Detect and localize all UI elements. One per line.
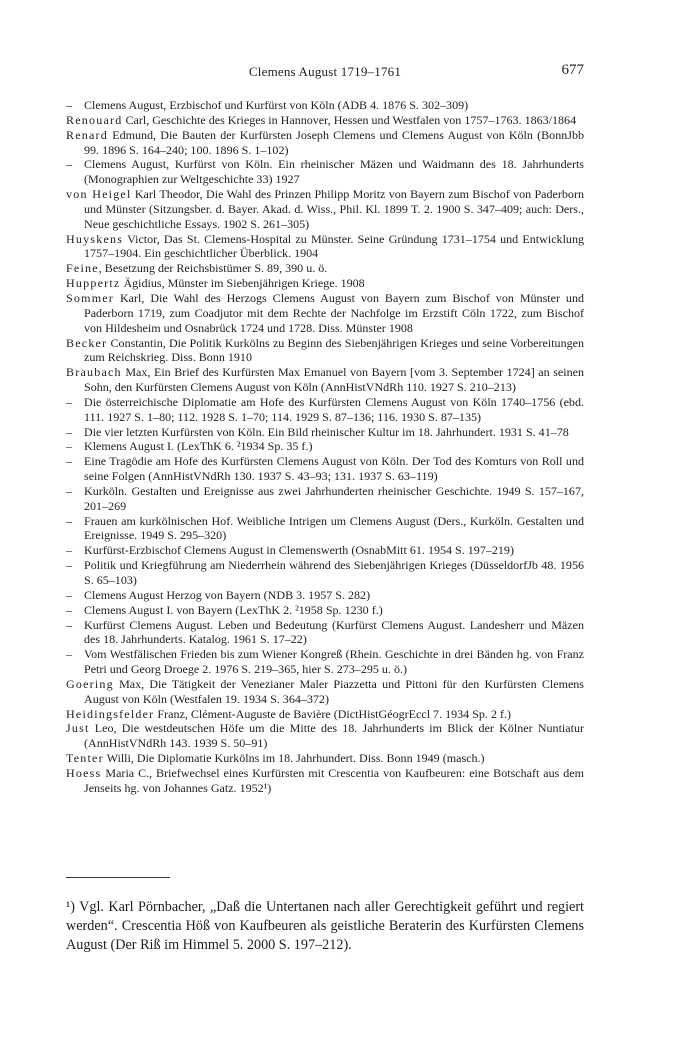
bibliography-entry (66, 276, 584, 291)
ditto-dash: – (66, 439, 73, 454)
entry-text: Leo, Die westdeutschen Höfe um die Mitte des 18. Jahrhunderts im Blick der Kölner Nuntiatur (AnnHistVNdRh 143. 1939 S. 50–91) (84, 721, 584, 751)
bibliography-entry (66, 261, 584, 276)
entry-text: Franz, Clément-Auguste de Bavière (DictHistGéogrEccl 7. 1934 Sp. 2 f.) (154, 706, 512, 721)
bibliography-entry (66, 454, 584, 484)
entry-author: Heidingsfelder (66, 706, 155, 721)
bibliography-entry (66, 588, 584, 603)
ditto-dash: – (66, 602, 73, 617)
bibliography-entry (66, 721, 584, 751)
entry-text: Victor, Das St. Clemens-Hospital zu Münster. Seine Gründung 1731–1754 und Entwicklung 1757–1904. Ein geschichtlicher Überblick. 1904 (84, 231, 584, 261)
entry-text: Clemens August, Kurfürst von Köln. Ein rheinischer Mäzen und Waidmann des 18. Jahrhunderts (Monographien zur Weltgeschichte 33) 1927 (84, 157, 584, 187)
ditto-dash: – (66, 483, 73, 498)
entry-text: Clemens August Herzog von Bayern (NDB 3. 1957 S. 282) (84, 587, 371, 602)
bibliography-entry (66, 128, 584, 158)
entry-text: Clemens August, Erzbischof und Kurfürst von Köln (ADB 4. 1876 S. 302–309) (84, 98, 469, 112)
entry-author: Huppertz (66, 276, 121, 291)
page-number: 677 (561, 62, 584, 78)
entry-author: Renard (66, 127, 108, 142)
ditto-dash: – (66, 157, 73, 172)
entry-author: Just (66, 721, 90, 736)
entry-author: Huyskens (66, 231, 124, 246)
bibliography-entry (66, 543, 584, 558)
page-header (66, 62, 584, 84)
ditto-dash: – (66, 454, 73, 469)
entry-author: Goering (66, 676, 114, 691)
entry-text: Edmund, Die Bauten der Kurfürsten Joseph Clemens und Clemens August von Köln (BonnJbb 99. 1896 S. 164–240; 100. 1896 S. 1–102) (84, 127, 584, 157)
bibliography-entry (66, 558, 584, 588)
entry-author: Feine (66, 261, 99, 276)
ditto-dash: – (66, 424, 73, 439)
entry-text: Max, Die Tätigkeit der Venezianer Maler Piazzetta und Pittoni für den Kurfürsten Clemens August von Köln (Westfalen 19. 1934 S. 364–372) (84, 676, 584, 706)
ditto-dash: – (66, 543, 73, 558)
ditto-dash: – (66, 647, 73, 662)
bibliography-entry (66, 514, 584, 544)
bibliography-entry (66, 395, 584, 425)
entry-text: Carl, Geschichte des Krieges in Hannover, Hessen und Westfalen von 1757–1763. 1863/1864 (122, 112, 577, 127)
bibliography-entry (66, 113, 584, 128)
bibliography-entry (66, 365, 584, 395)
entry-text: Politik und Kriegführung am Niederrhein während des Siebenjährigen Krieges (DüsseldorfJb 48. 1956 S. 65–103) (84, 558, 584, 587)
ditto-dash: – (66, 617, 73, 632)
running-title: Clemens August 1719–1761 (248, 64, 402, 79)
entry-text: Vom Westfälischen Frieden bis zum Wiener Kongreß (Rhein. Geschichte in drei Bänden hg. von Franz Petri und Georg Droege 2. 1976 S. 219–365, hier S. 273–295 u. ö.) (84, 647, 584, 677)
ditto-dash: – (66, 558, 73, 573)
entry-text: Willi, Die Diplomatie Kurkölns im 18. Jahrhundert. Diss. Bonn 1949 (masch.) (103, 751, 485, 766)
entry-author: Hoess (66, 765, 102, 780)
bibliography-entry (66, 232, 584, 262)
ditto-dash: – (66, 98, 73, 112)
entry-text: Maria C., Briefwechsel eines Kurfürsten mit Crescentia von Kaufbeuren: eine Botschaft aus dem Jenseits hg. von Johannes Gatz. 1952¹) (84, 765, 584, 795)
entry-author: Tenter (66, 751, 104, 766)
entry-text: Ägidius, Münster im Siebenjährigen Kriege. 1908 (120, 276, 365, 291)
bibliography-entry (66, 677, 584, 707)
bibliography-entry (66, 439, 584, 454)
ditto-dash: – (66, 587, 73, 602)
entry-text: Klemens August I. (LexThK 6. ²1934 Sp. 35 f.) (84, 439, 313, 454)
bibliography-entry (66, 484, 584, 514)
bibliography-entry (66, 766, 584, 796)
entry-text: Max, Ein Brief des Kurfürsten Max Emanuel von Bayern [vom 3. September 1724] an seinen Sohn, den Kurfürsten Clemens August von Köln (AnnHistVNdRh 110. 1927 S. 210–213) (84, 365, 584, 395)
bibliography-entry (66, 336, 584, 366)
entry-text: Kurköln. Gestalten und Ereignisse aus zwei Jahrhunderten rheinischer Geschichte. 1949 S. 157–167, 201–269 (84, 483, 584, 513)
ditto-dash: – (66, 394, 73, 409)
bibliography-entry (66, 98, 584, 113)
entry-text: Constantin, Die Politik Kurkölns zu Beginn des Siebenjährigen Krieges und seine Vorbereitungen zum Reichskrieg. Diss. Bonn 1910 (84, 335, 584, 365)
entry-author: von Heigel (66, 187, 132, 202)
bibliography-entry (66, 291, 584, 336)
bibliography-entry (66, 751, 584, 766)
entry-text: Kurfürst Clemens August. Leben und Bedeutung (Kurfürst Clemens August. Landesherr und Mäzen des 18. Jahrhunderts. Katalog. 1961 S. 17–22) (84, 617, 584, 647)
entry-text: Eine Tragödie am Hofe des Kurfürsten Clemens August von Köln. Der Tod des Komturs von Roll und seine Folgen (AnnHistVNdRh 130. 1937 S. 43–93; 131. 1937 S. 63–119) (84, 454, 584, 484)
bibliography-entry (66, 425, 584, 440)
entry-author: Sommer (66, 290, 115, 305)
entry-text: Die österreichische Diplomatie am Hofe des Kurfürsten Clemens August von Köln 1740–1756 (ebd. 111. 1927 S. 1–80; 112. 1928 S. 1–70; 114. 1929 S. 87–136; 116. 1930 S. 87–135) (84, 394, 584, 424)
bibliography-entry (66, 707, 584, 722)
entry-text: , Besetzung der Reichsbistümer S. 89, 390 u. ö. (98, 261, 328, 276)
entry-text: Die vier letzten Kurfürsten von Köln. Ein Bild rheinischer Kultur im 18. Jahrhundert. 1931 S. 41–78 (84, 424, 569, 439)
bibliography-entry (66, 157, 584, 187)
entry-author: Renouard (66, 112, 123, 127)
entry-author: Braubach (66, 365, 122, 380)
entry-text: Karl, Die Wahl des Herzogs Clemens August von Bayern zum Bischof von Münster und Paderborn 1719, zum Coadjutor mit dem Rechte der Nachfolge im Erzstift Cöln 1722, zum Bischof von Hildesheim und Osnabrück 1724 und 1728. Diss. Münster 1908 (84, 290, 584, 335)
bibliography-entry (66, 603, 584, 618)
bibliography-entry (66, 187, 584, 232)
footnote: ¹) Vgl. Karl Pörnbacher, „Daß die Untertanen nach aller Gerechtigkeit geführt und regiert werden“. Crescentia Höß von Kaufbeuren als geistliche Beraterin des Kurfürsten Clemens August (Der Riß im Himmel 5. 2000 S. 197–212). (66, 899, 584, 953)
entry-author: Becker (66, 335, 108, 350)
footnote-rule (66, 877, 170, 878)
bibliography-entry (66, 647, 584, 677)
entry-text: Karl Theodor, Die Wahl des Prinzen Philipp Moritz von Bayern zum Bischof von Paderborn und Münster (Sitzungsber. d. Bayer. Akad. d. Wiss., Phil. Kl. 1899 T. 2. 1900 S. 347–409; auch: Ders., Neue geschichtliche Essays. 1902 S. 261–305) (84, 187, 584, 231)
ditto-dash: – (66, 513, 73, 528)
entry-text: Kurfürst-Erzbischof Clemens August in Clemenswerth (OsnabMitt 61. 1954 S. 197–219) (84, 543, 514, 558)
entry-text: Clemens August I. von Bayern (LexThK 2. ²1958 Sp. 1230 f.) (84, 602, 383, 617)
bibliography-list (66, 98, 584, 796)
entry-text: Frauen am kurkölnischen Hof. Weibliche Intrigen um Clemens August (Ders., Kurköln. Gestalten und Ereignisse. 1949 S. 295–320) (84, 513, 584, 543)
bibliography-entry (66, 618, 584, 648)
